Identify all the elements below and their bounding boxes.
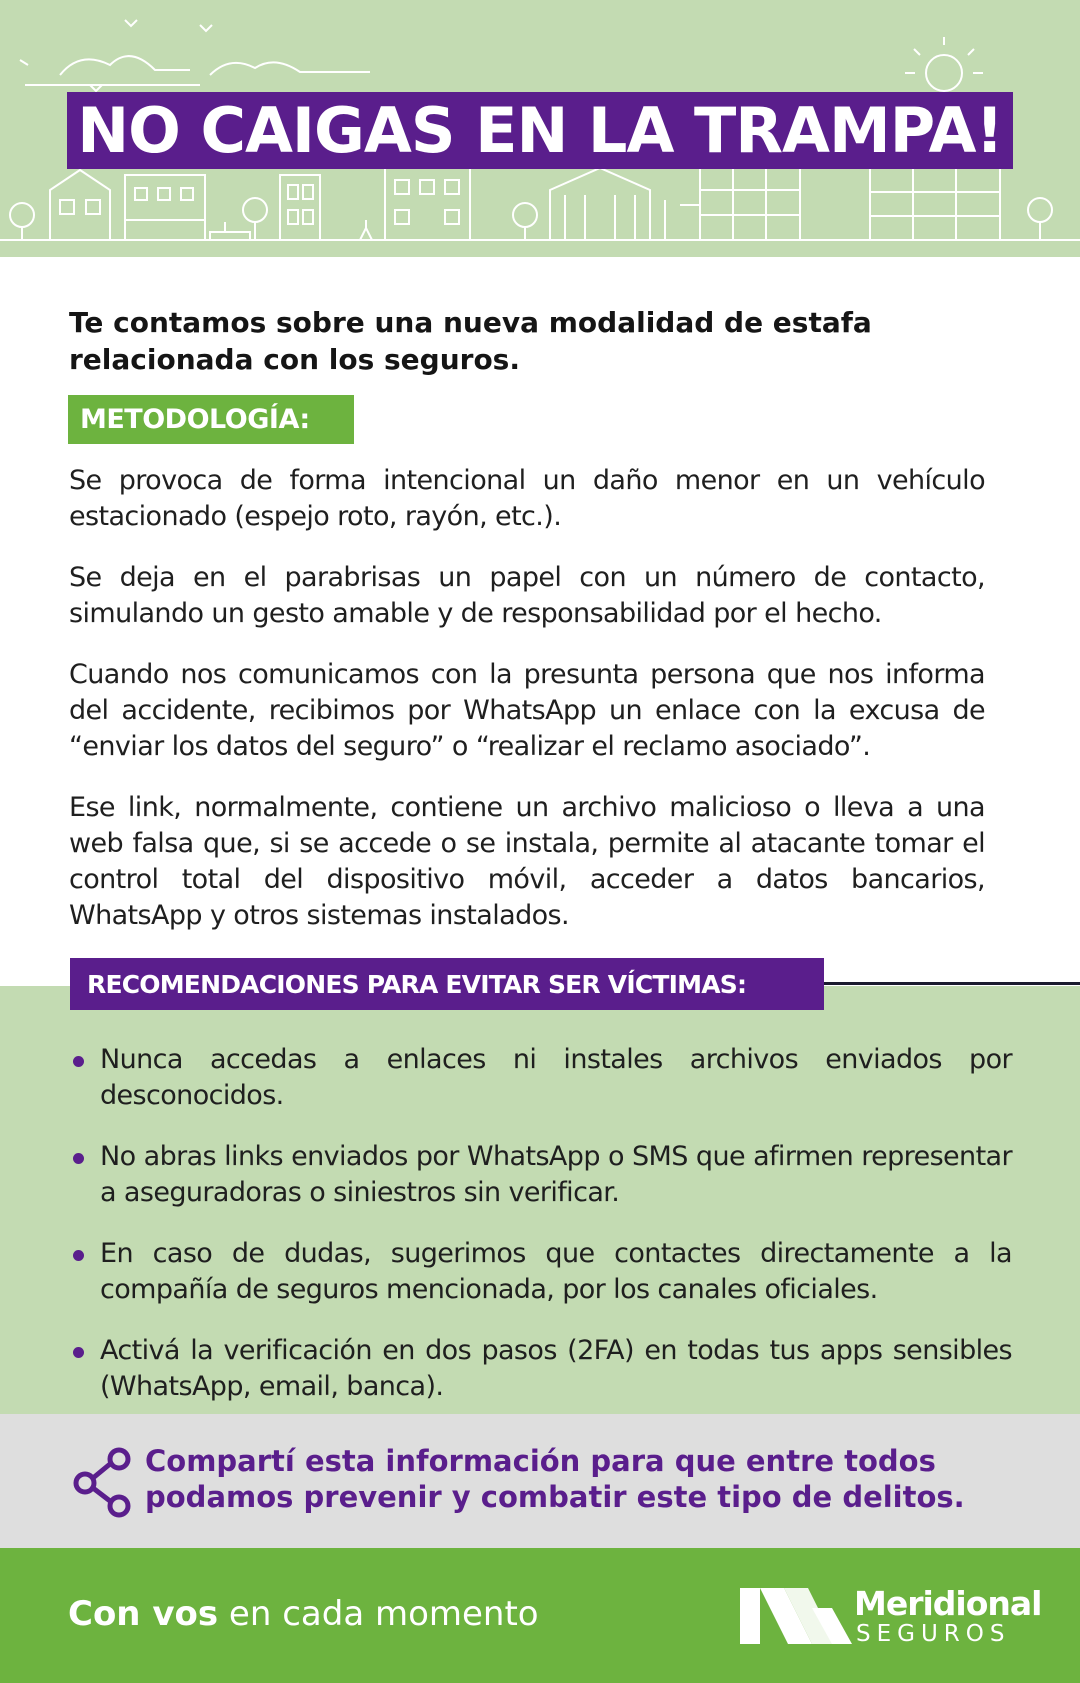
meridional-logo-icon (740, 1588, 852, 1644)
header-banner (0, 0, 1080, 257)
list-item-text: Nunca accedas a enlaces ni instales archivos enviados por desconocidos. (100, 1044, 1012, 1111)
methodology-paragraph: Se provoca de forma intencional un daño menor en un vehículo estacionado (espejo roto, rayón, etc.). (69, 465, 985, 532)
bullet-dot-icon (73, 1056, 84, 1067)
recommendations-list (70, 1042, 1012, 1430)
title-banner (67, 92, 1013, 169)
slogan-bold: Con vos (68, 1594, 219, 1634)
methodology-paragraphs (69, 463, 985, 959)
list-item (70, 1333, 1012, 1405)
list-item (70, 1139, 1012, 1211)
page-title: NO CAIGAS EN LA TRAMPA! (77, 93, 1003, 167)
bullet-dot-icon (73, 1153, 84, 1164)
list-item (70, 1042, 1012, 1114)
recommendations-heading: RECOMENDACIONES PARA EVITAR SER VÍCTIMAS: (87, 969, 747, 999)
methodology-heading: METODOLOGÍA: (80, 404, 310, 435)
methodology-paragraph: Se deja en el parabrisas un papel con un número de contacto, simulando un gesto amable y de responsabilidad por el hecho. (69, 562, 985, 629)
bullet-dot-icon (73, 1250, 84, 1261)
list-item-text: En caso de dudas, sugerimos que contactes directamente a la compañía de seguros mencionada, por los canales oficiales. (100, 1238, 1012, 1305)
share-message: Compartí esta información para que entre todos podamos prevenir y combatir este tipo de delitos. (145, 1444, 965, 1514)
slogan-rest: en cada momento (218, 1594, 539, 1634)
list-item (70, 1236, 1012, 1308)
bullet-dot-icon (73, 1347, 84, 1358)
logo-subtitle: SEGUROS (856, 1621, 1011, 1647)
list-item-text: Activá la verificación en dos pasos (2FA) en todas tus apps sensibles (WhatsApp, email, banca). (100, 1335, 1012, 1402)
footer-slogan (68, 1592, 539, 1636)
methodology-paragraph: Ese link, normalmente, contiene un archivo malicioso o lleva a una web falsa que, si se accede o se instala, permite al atacante tomar el control total del dispositivo móvil, acceder a datos bancarios, WhatsApp y otros sistemas instalados. (69, 792, 985, 931)
intro-text: Te contamos sobre una nueva modalidad de estafa relacionada con los seguros. (69, 306, 872, 376)
list-item-text: No abras links enviados por WhatsApp o SMS que afirmen representar a aseguradoras o siniestros sin verificar. (100, 1141, 1012, 1208)
methodology-heading-tag (68, 395, 354, 444)
divider-line (820, 982, 1080, 985)
recommendations-heading-tag (70, 958, 824, 1010)
share-icon (72, 1446, 134, 1518)
logo-name: Meridional (854, 1584, 1042, 1623)
methodology-paragraph: Cuando nos comunicamos con la presunta persona que nos informa del accidente, recibimos por WhatsApp un enlace con la excusa de “enviar los datos del seguro” o “realizar el reclamo asociado”. (69, 659, 985, 762)
